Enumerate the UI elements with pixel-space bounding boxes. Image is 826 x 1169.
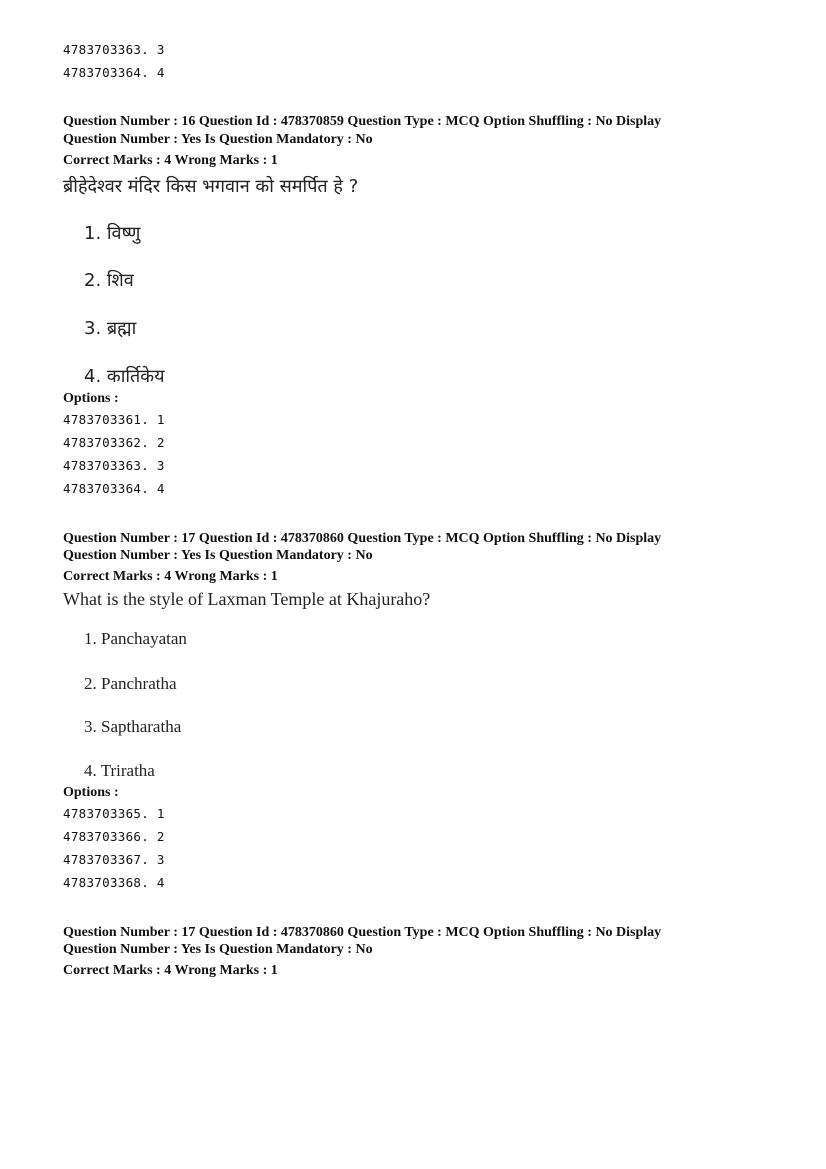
marks-line: Correct Marks : 4 Wrong Marks : 1 — [63, 153, 278, 168]
option-line: 4783703366. 2 — [63, 829, 165, 844]
option-line: 4783703363. 3 — [63, 458, 165, 473]
option-line: 4783703367. 3 — [63, 852, 165, 867]
question-choice: 3. Saptharatha — [84, 717, 182, 736]
question-choice: 2. शिव — [84, 270, 134, 291]
option-line: 4783703363. 3 — [63, 42, 165, 57]
question-header: Question Number : 16 Question Id : 478370859 Question Type : MCQ Option Shuffling : No Display — [63, 114, 662, 129]
question-header: Question Number : Yes Is Question Mandatory : No — [63, 548, 373, 563]
question-header: Question Number : 17 Question Id : 478370860 Question Type : MCQ Option Shuffling : No Display — [63, 925, 662, 940]
option-line: 4783703361. 1 — [63, 412, 165, 427]
option-line: 4783703365. 1 — [63, 806, 165, 821]
question-text: ब्रीहेदेश्वर मंदिर किस भगवान को समर्पित हे ? — [63, 176, 359, 197]
option-line: 4783703364. 4 — [63, 65, 165, 80]
question-choice: 4. Triratha — [84, 761, 155, 780]
question-text: What is the style of Laxman Temple at Khajuraho? — [63, 589, 431, 609]
question-header: Question Number : 17 Question Id : 478370860 Question Type : MCQ Option Shuffling : No Display — [63, 531, 662, 546]
question-choice: 2. Panchratha — [84, 674, 177, 693]
options-label: Options : — [63, 785, 119, 800]
question-choice: 4. कार्तिकेय — [84, 366, 165, 387]
question-header: Question Number : Yes Is Question Mandatory : No — [63, 942, 373, 957]
question-choice: 1. विष्णु — [84, 223, 141, 244]
options-label: Options : — [63, 391, 119, 406]
marks-line: Correct Marks : 4 Wrong Marks : 1 — [63, 963, 278, 978]
question-choice: 3. ब्रह्मा — [84, 318, 137, 339]
question-choice: 1. Panchayatan — [84, 629, 187, 648]
option-line: 4783703368. 4 — [63, 875, 165, 890]
option-line: 4783703362. 2 — [63, 435, 165, 450]
option-line: 4783703364. 4 — [63, 481, 165, 496]
question-header: Question Number : Yes Is Question Mandatory : No — [63, 132, 373, 147]
marks-line: Correct Marks : 4 Wrong Marks : 1 — [63, 569, 278, 584]
